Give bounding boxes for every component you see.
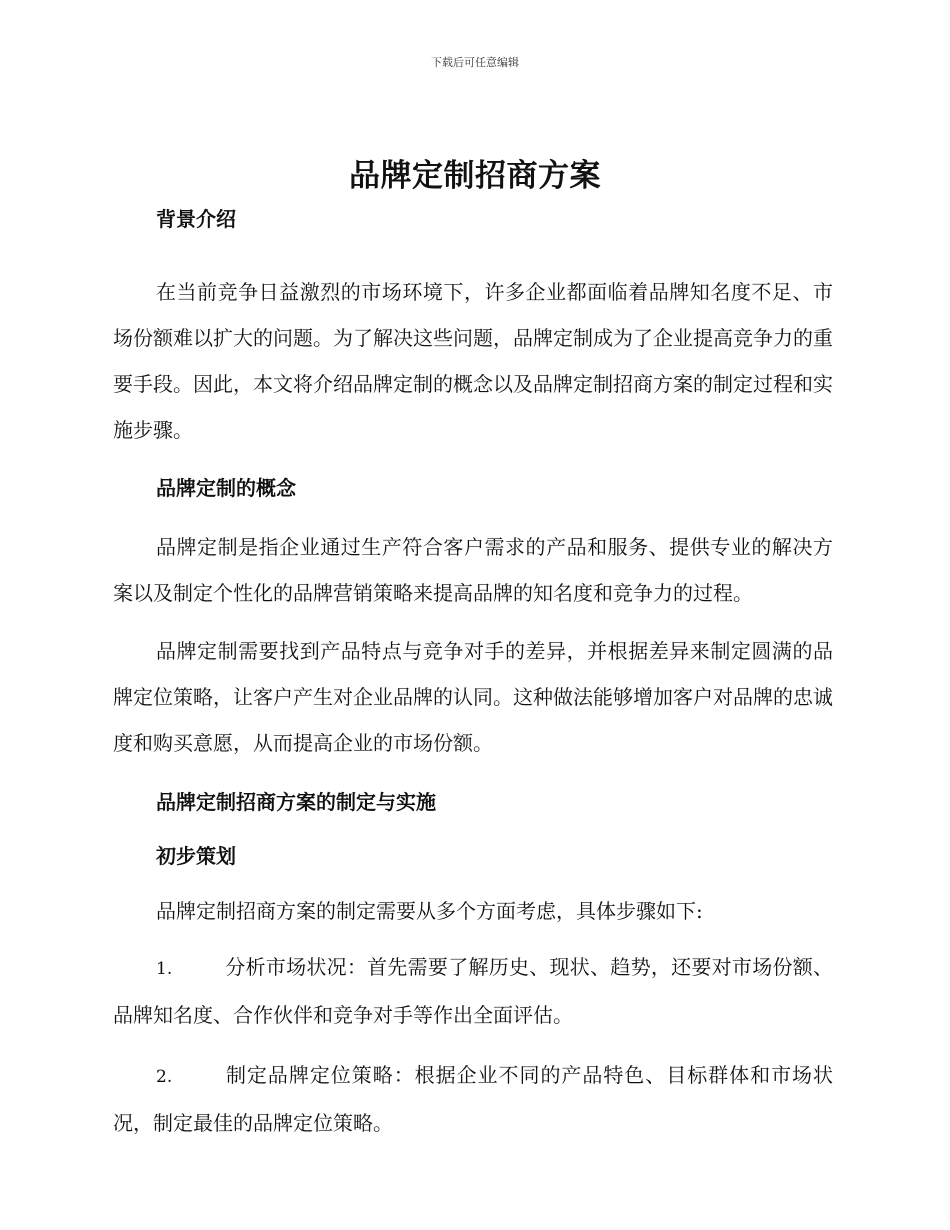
list-item-number: 2. <box>156 1067 173 1087</box>
initial-paragraph: 品牌定制招商方案的制定需要从多个方面考虑，具体步骤如下: <box>156 899 703 923</box>
background-paragraph: 在当前竞争日益激烈的市场环境下，许多企业都面临着品牌知名度不足、市场份额难以扩大的问题。为了解决这些问题，品牌定制成为了企业提高竞争力的重要手段。因此，本文将介绍品牌定制的概念以及品牌定制招商方案的制定过程和实施步骤。 <box>113 280 833 442</box>
concept-paragraph-1: 品牌定制是指企业通过生产符合客户需求的产品和服务、提供专业的解决方案以及制定个性化的品牌营销策略来提高品牌的知名度和竞争力的过程。 <box>113 535 833 605</box>
page-header-note: 下载后可任意编辑 <box>431 56 519 69</box>
document-body <box>113 204 833 1146</box>
section-heading-plan: 品牌定制招商方案的制定与实施 <box>156 790 436 814</box>
list-item-text: 分析市场状况：首先需要了解历史、现状、趋势，还要对市场份额、品牌知名度、合作伙伴和竞争对手等作出全面评估。 <box>113 955 833 1027</box>
list-item-text: 制定品牌定位策略：根据企业不同的产品特色、目标群体和市场状况，制定最佳的品牌定位策略。 <box>113 1063 833 1135</box>
list-item <box>113 944 833 1038</box>
section-heading-concept: 品牌定制的概念 <box>156 476 296 500</box>
concept-paragraph-2: 品牌定制需要找到产品特点与竞争对手的差异，并根据差异来制定圆满的品牌定位策略，让客户产生对企业品牌的认同。这种做法能够增加客户对品牌的忠诚度和购买意愿，从而提高企业的市场份额。 <box>113 639 833 755</box>
document-title: 品牌定制招商方案 <box>349 158 601 194</box>
section-heading-background: 背景介绍 <box>156 207 236 231</box>
list-item <box>113 1052 833 1146</box>
subsection-heading-initial: 初步策划 <box>156 844 236 868</box>
list-item-number: 1. <box>156 959 173 979</box>
